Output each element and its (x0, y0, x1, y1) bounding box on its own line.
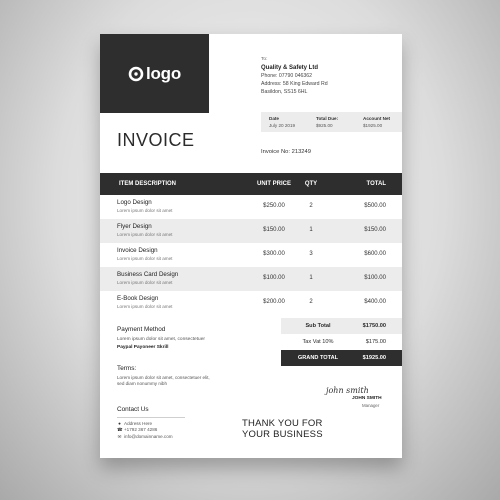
phone-icon: ☎ (117, 427, 123, 432)
item-price: $300.00 (263, 251, 285, 257)
table-row (100, 243, 402, 267)
subtotal-row (281, 318, 402, 334)
tax-label: Tax Vat 10% (302, 339, 334, 345)
contact-address-text: Address Here (124, 420, 153, 426)
payment-options: Paypal Payoneer Skrill (117, 345, 169, 350)
summary-value: $925.00 (316, 123, 333, 128)
signatory-name: JOHN SMITH (352, 396, 382, 401)
item-qty: 2 (309, 203, 313, 209)
item-qty: 2 (309, 299, 313, 305)
contact-block (117, 407, 185, 440)
item-desc: Lorem ipsum dolor sit amet (117, 304, 173, 309)
item-name: Business Card Design (117, 271, 179, 278)
thank-you-line: YOUR BUSINESS (242, 429, 323, 440)
header-total: TOTAL (366, 181, 386, 187)
table-row (100, 219, 402, 243)
email-icon: ✉ (117, 433, 122, 439)
signatory-role: Manager (362, 403, 380, 408)
item-desc: Lorem ipsum dolor sit amet (117, 208, 173, 213)
invoice-paper (100, 34, 402, 458)
item-total: $600.00 (364, 251, 386, 257)
summary-label: Account Net (363, 116, 391, 121)
contact-email (117, 434, 185, 441)
grand-total-label: GRAND TOTAL (297, 355, 339, 361)
subtotal-label: Sub Total (305, 323, 331, 329)
summary-value: July 20 2019 (269, 123, 296, 128)
item-price: $250.00 (263, 203, 285, 209)
item-total: $150.00 (364, 227, 386, 233)
location-pin-icon: ● (118, 420, 121, 426)
invoice-summary (261, 112, 402, 132)
item-qty: 1 (309, 275, 313, 281)
invoice-number-label: Invoice No: (261, 149, 290, 155)
table-header (100, 173, 402, 195)
recipient-address: Address: 58 King Edward Rd (261, 81, 328, 87)
item-total: $400.00 (364, 299, 386, 305)
tax-value: $175.00 (365, 339, 386, 345)
table-row (100, 195, 402, 219)
item-name: Logo Design (117, 199, 152, 206)
payment-heading: Payment Method (117, 326, 166, 333)
summary-total-due (308, 116, 355, 132)
item-desc: Lorem ipsum dolor sit amet (117, 280, 173, 285)
recipient-phone: Phone: 07790 046362 (261, 73, 313, 79)
item-qty: 1 (309, 227, 313, 233)
header-item: ITEM DESCRIPTION (119, 181, 177, 187)
item-price: $150.00 (263, 227, 285, 233)
item-name: Invoice Design (117, 247, 158, 254)
logo-ring-icon (128, 66, 144, 82)
table-row (100, 291, 402, 315)
header-price: UNIT PRICE (256, 181, 291, 187)
invoice-title: INVOICE (117, 130, 195, 150)
item-name: E-Book Design (117, 295, 159, 302)
item-name: Flyer Design (117, 223, 152, 230)
item-desc: Lorem ipsum dolor sit amet (117, 232, 173, 237)
table-row (100, 267, 402, 291)
thank-you-message (242, 418, 323, 440)
item-qty: 3 (309, 251, 313, 257)
terms-line: Lorem ipsum dolor sit amet, consectetuer elit, (117, 375, 210, 380)
totals-block (281, 318, 402, 366)
recipient-block (261, 56, 328, 96)
summary-label: Date (269, 116, 279, 121)
item-price: $100.00 (263, 275, 285, 281)
terms-heading: Terms: (117, 365, 137, 372)
summary-account-net (355, 116, 402, 132)
summary-label: Total Due: (316, 116, 339, 121)
contact-phone-text: +1792 367 4286 (124, 427, 158, 432)
payment-text: Lorem ipsum dolor sit amet, consectetuer (117, 337, 205, 342)
contact-heading: Contact Us (117, 407, 185, 418)
logo (128, 64, 181, 84)
header-qty: QTY (304, 181, 318, 187)
recipient-city: Basildon, SS15 6HL (261, 89, 308, 95)
terms-block (117, 366, 227, 387)
item-total: $100.00 (364, 275, 386, 281)
terms-line: sed diam nonummy nibh (117, 381, 168, 386)
contact-email-text: info@domainname.com (124, 433, 173, 439)
invoice-number (261, 149, 311, 155)
logo-text: logo (145, 63, 182, 83)
to-label: To: (261, 57, 268, 62)
grand-total-value: $1925.00 (362, 355, 386, 361)
thank-you-line: THANK YOU FOR (242, 418, 323, 429)
logo-block (100, 34, 209, 113)
recipient-company: Quality & Safety Ltd (261, 65, 319, 71)
tax-row (281, 334, 402, 350)
summary-value: $1925.00 (363, 123, 383, 128)
item-desc: Lorem ipsum dolor sit amet (117, 256, 173, 261)
payment-method (117, 326, 205, 350)
summary-date (261, 116, 308, 132)
item-price: $200.00 (263, 299, 285, 305)
subtotal-value: $1750.00 (362, 323, 386, 329)
signature-script: john smith (326, 386, 369, 395)
invoice-number-value: 213249 (291, 149, 311, 155)
grand-total-row (281, 350, 402, 366)
item-total: $500.00 (364, 203, 386, 209)
